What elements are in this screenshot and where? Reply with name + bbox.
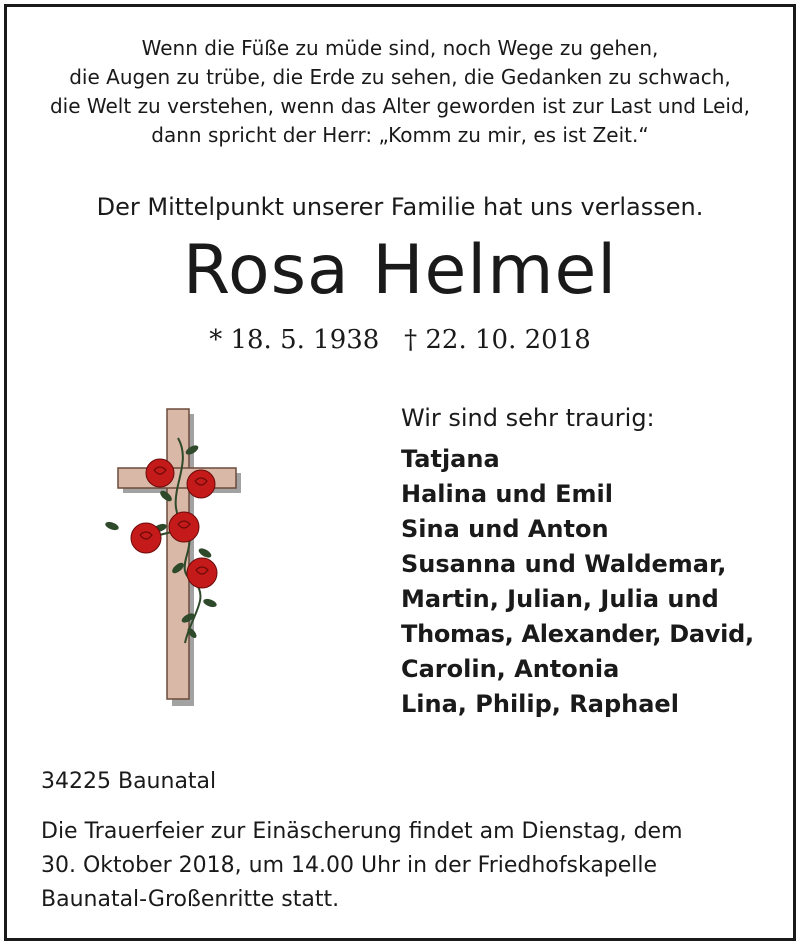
cross-icon bbox=[100, 408, 250, 708]
intro-text: Der Mittelpunkt unserer Familie hat uns verlassen. bbox=[96, 193, 704, 221]
place: 34225 Baunatal bbox=[41, 769, 217, 794]
cross-with-roses-image bbox=[100, 408, 250, 708]
poem-line: die Welt zu verstehen, wenn das Alter geworden ist zur Last und Leid, bbox=[49, 94, 751, 118]
mourner-name: Carolin, Antonia bbox=[401, 655, 620, 683]
service-line: 30. Oktober 2018, um 14.00 Uhr in der Friedhofskapelle bbox=[41, 853, 658, 878]
service-line: Baunatal-Großenritte statt. bbox=[41, 887, 340, 912]
mourner-name: Halina und Emil bbox=[401, 480, 613, 508]
mourner-name: Susanna und Waldemar, bbox=[401, 550, 727, 578]
mourner-name: Martin, Julian, Julia und bbox=[401, 585, 719, 613]
funeral-service-text bbox=[41, 815, 766, 917]
poem bbox=[0, 34, 800, 150]
mourners-list bbox=[401, 400, 781, 722]
poem-line: dann spricht der Herr: „Komm zu mir, es ist Zeit.“ bbox=[151, 123, 649, 147]
service-line: Die Trauerfeier zur Einäscherung findet am Dienstag, dem bbox=[41, 819, 683, 844]
poem-line: Wenn die Füße zu müde sind, noch Wege zu gehen, bbox=[141, 36, 659, 60]
poem-line: die Augen zu trübe, die Erde zu sehen, die Gedanken zu schwach, bbox=[69, 65, 731, 89]
mourner-name: Lina, Philip, Raphael bbox=[401, 690, 679, 718]
mourner-name: Tatjana bbox=[401, 445, 500, 473]
mourner-name: Sina und Anton bbox=[401, 515, 609, 543]
life-dates: * 18. 5. 1938 † 22. 10. 2018 bbox=[209, 325, 591, 355]
mourners-heading: Wir sind sehr traurig: bbox=[401, 404, 655, 432]
mourner-name: Thomas, Alexander, David, bbox=[401, 620, 754, 648]
deceased-name: Rosa Helmel bbox=[182, 231, 618, 310]
